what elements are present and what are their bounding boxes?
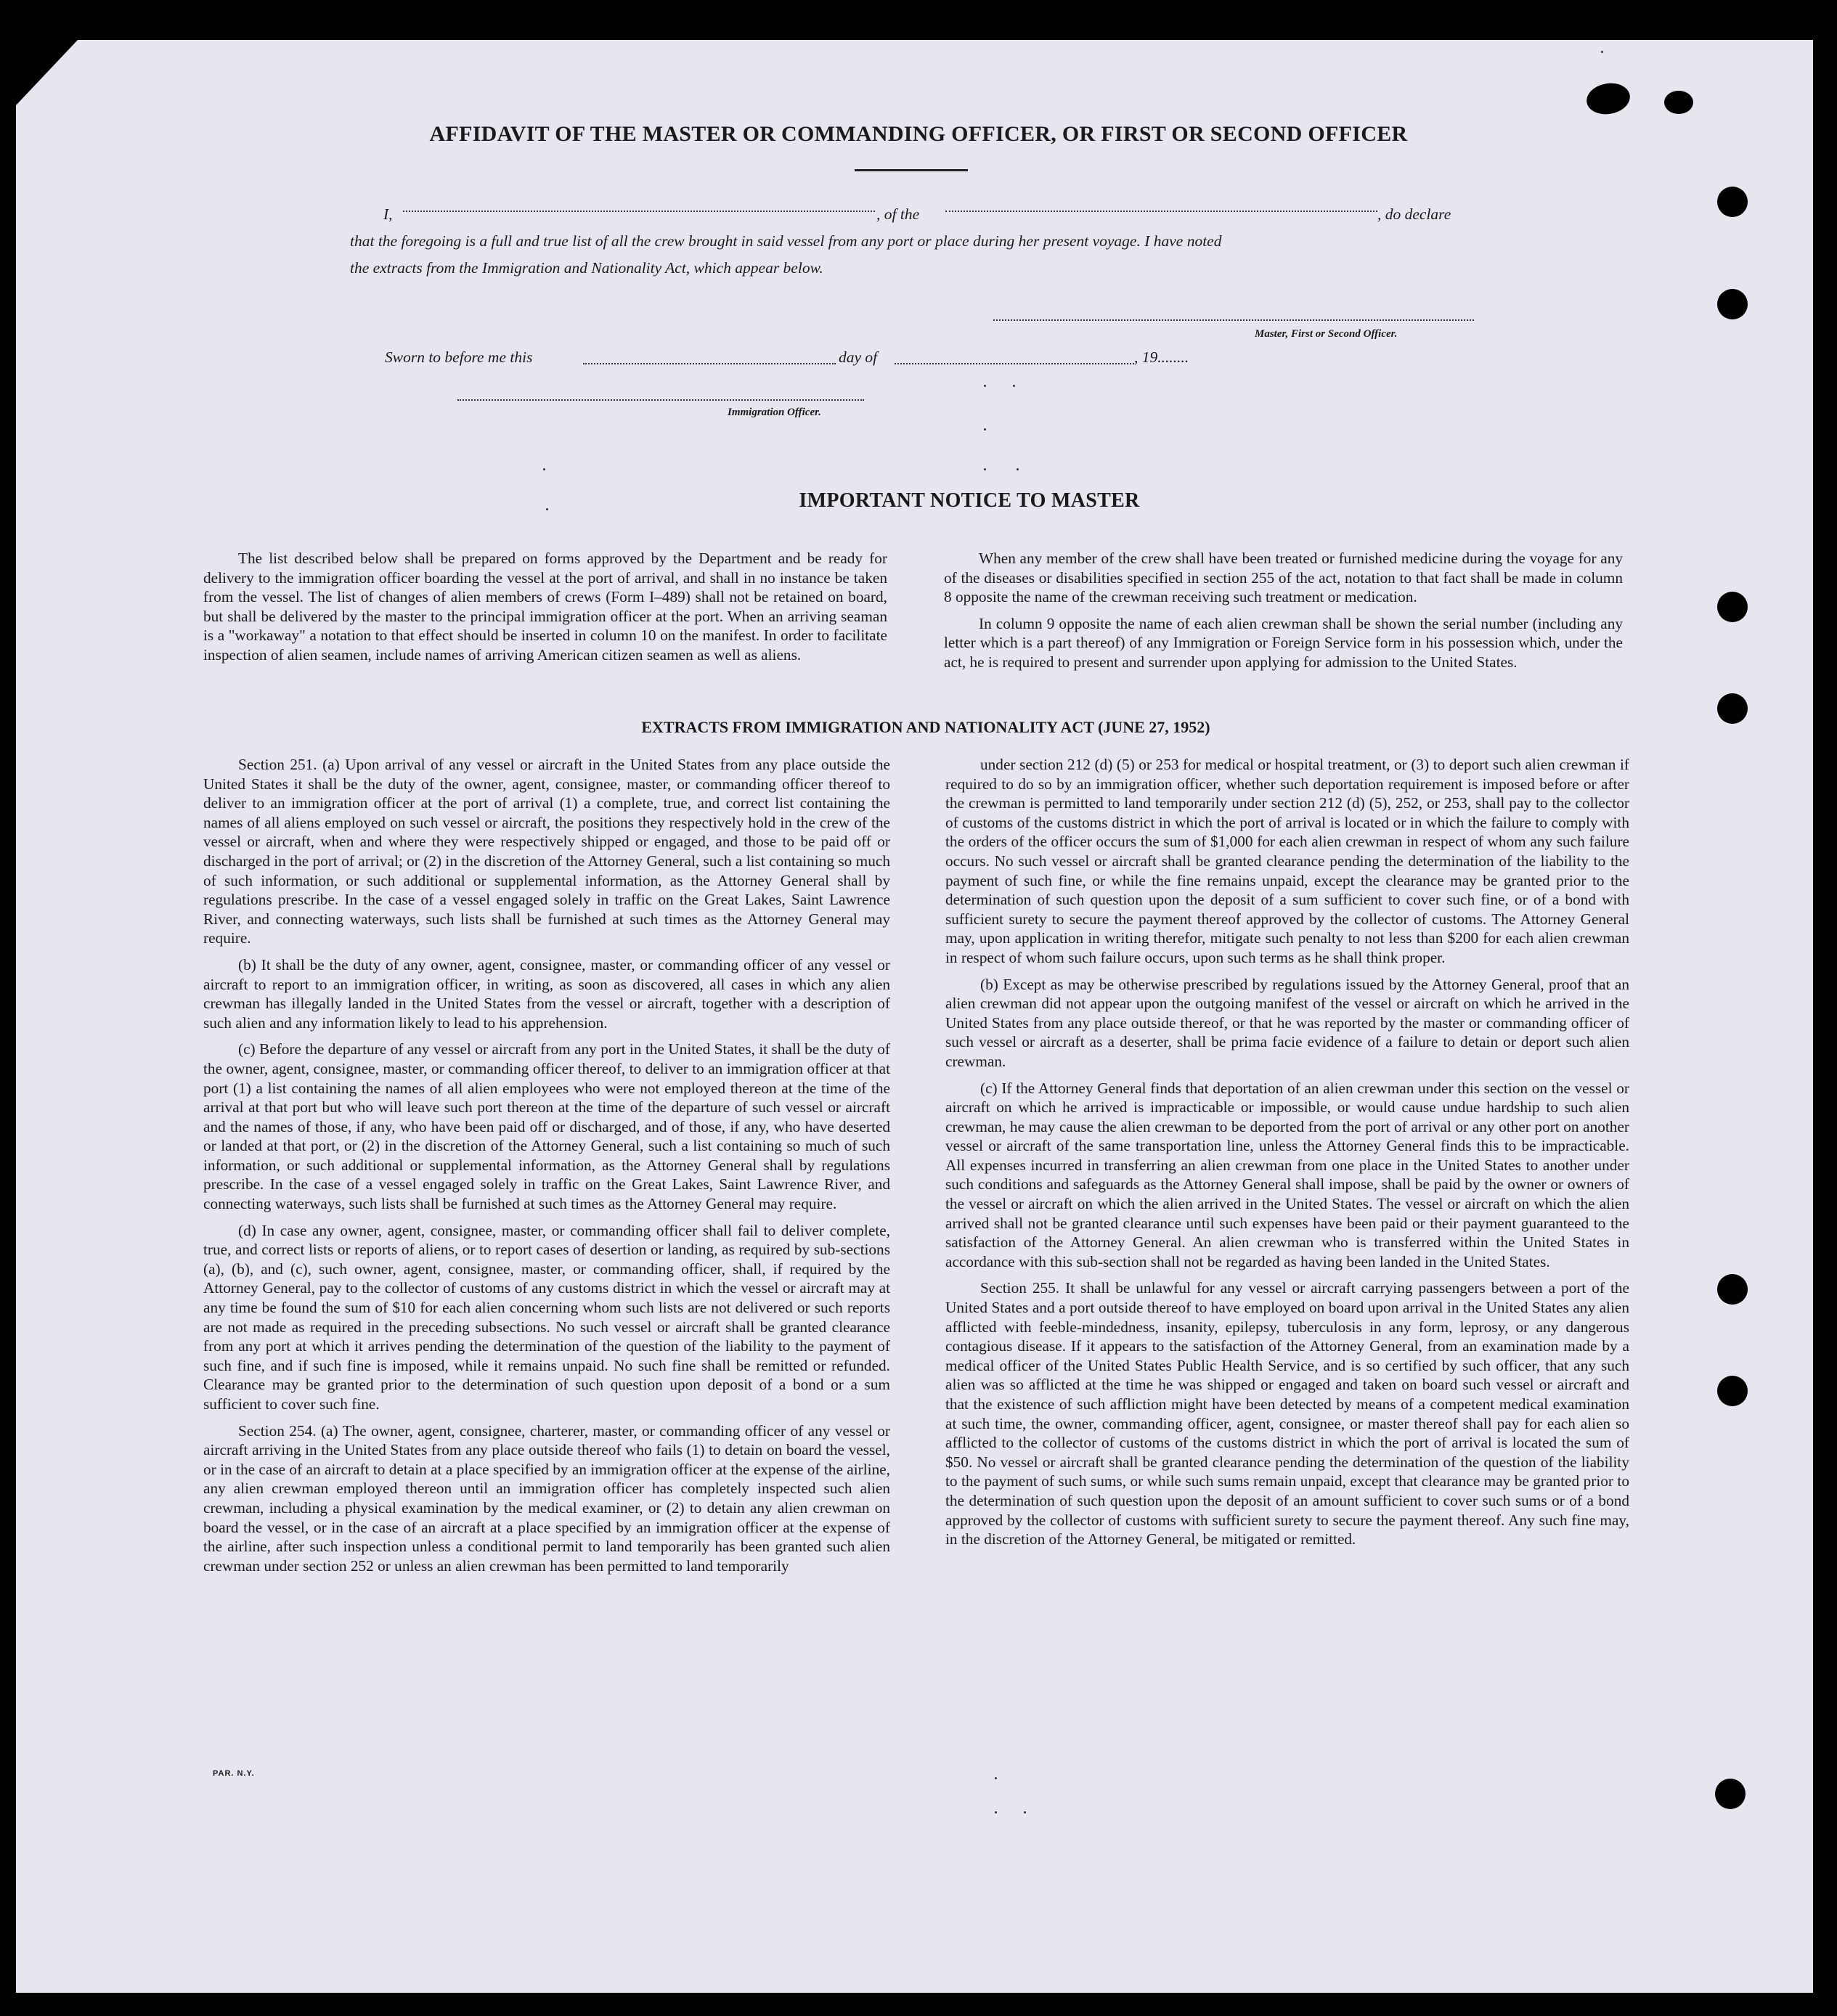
punch-hole	[1717, 187, 1748, 217]
month-field[interactable]	[895, 363, 1134, 364]
dust-speck	[984, 468, 986, 470]
dust-speck	[1024, 1811, 1026, 1813]
punch-hole	[1717, 1376, 1748, 1406]
right-paragraph: under section 212 (d) (5) or 253 for medical or hospital treatment, or (3) to deport such alien crewman if required to do so by an immigration officer, whether such deportation requirement is imposed before or after the crewman is permitted to land temporarily under section 212 (d) (5), 252, or 253, shall pay to the collector of customs of the customs district in which the port of arrival is located or in which the failure to comply with the orders of the officer occurs the sum of $1,000 for each alien crewman in respect of whom any such failure occurs. No such vessel or aircraft shall be granted clearance pending the determination of the liability to the payment of such fine, or while the fine remains unpaid, except the clearance may be granted prior to the determination of such question upon the deposit of a sum sufficient to cover such fine, or of a bond with sufficient surety to secure the payment thereof approved by the collector of customs. The Attorney General may, upon application in writing therefor, mitigate such penalty to not less than $200 for each alien crewman in respect of whom such failure occurs, upon such terms as he shall think proper.	[945, 756, 1629, 966]
affidavit-line-3: the extracts from the Immigration and Nationality Act, which appear below.	[350, 259, 823, 277]
master-signature-label: Master, First or Second Officer.	[1255, 328, 1398, 340]
ink-blot	[1664, 91, 1693, 114]
dust-speck	[984, 428, 986, 430]
affidavit-i: I,	[383, 205, 393, 223]
notice-title: IMPORTANT NOTICE TO MASTER	[799, 489, 1140, 512]
right-paragraph: (b) Except as may be otherwise prescribed by regulations issued by the Attorney General, proof that an alien crewman did not appear upon the outgoing manifest of the vessel or aircraft on which he arrived in the United States from any place outside thereof, or that he was reported by the master or commanding officer of such vessel or aircraft as a deserter, shall be prima facie evidence of a failure to detain or deport such alien crewman.	[945, 975, 1629, 1070]
left-paragraph: Section 251. (a) Upon arrival of any vessel or aircraft in the United States from any place outside the United States it shall be the duty of the owner, agent, consignee, master, or commanding officer thereof to deliver to an immigration officer at the port of arrival (1) a complete, true, and correct list containing the names of all aliens employed on such vessel or aircraft, the positions they respectively hold in the crew of the vessel or aircraft, when and where they were respectively shipped or engaged, and those to be paid off or discharged in the port of arrival; or (2) in the discretion of the Attorney General, such a list containing so much of such information, or such additional or supplemental information, as the Attorney General shall by regulations prescribe. In the case of a vessel engaged solely in traffic on the Great Lakes, Saint Lawrence River, and connecting waterways, such lists shall be furnished at such times as the Attorney General may require.	[203, 756, 890, 947]
notice-right-paragraph-2: In column 9 opposite the name of each alien crewman shall be shown the serial number (including any letter which is a part thereof) of any Immigration or Foreign Service form in his possession which, under the act, he is required to present and surrender upon applying for admission to the United States.	[944, 614, 1623, 671]
extracts-title: EXTRACTS FROM IMMIGRATION AND NATIONALITY ACT (JUNE 27, 1952)	[641, 718, 1210, 736]
punch-hole	[1717, 592, 1748, 622]
dust-speck	[1601, 51, 1603, 53]
extracts-left-column	[203, 755, 890, 1583]
punch-hole	[1717, 1274, 1748, 1305]
immigration-officer-label: Immigration Officer.	[728, 407, 821, 418]
notice-right-column	[944, 549, 1623, 672]
punch-hole	[1715, 1779, 1746, 1809]
affidavit-title: AFFIDAVIT OF THE MASTER OR COMMANDING OFFICER, OR FIRST OR SECOND OFFICER	[429, 122, 1408, 146]
affidavit-line-2: that the foregoing is a full and true list of all the crew brought in said vessel from any port or place during her present voyage. I have noted	[350, 232, 1222, 250]
dust-speck	[543, 468, 545, 470]
left-paragraph: (d) In case any owner, agent, consignee, master, or commanding officer shall fail to deliver complete, true, and correct lists or reports of aliens, or to report cases of desertion or landing, as required by sub-sections (a), (b), and (c), such owner, agent, consignee, master, or commanding officer, shall, if required by the Attorney General, pay to the collector of customs of any customs district in which the vessel or aircraft may at any time be found the sum of $10 for each alien concerning whom such lists are not delivered or such reports are not made as required in the preceding subsections. No such vessel or aircraft shall be granted clearance from any port at which it arrives pending the determination of the question of the liability to the payment of such fine, and if such fine is imposed, while it remains unpaid. No such fine shall be remitted or refunded. Clearance may be granted prior to the determination of such question upon deposit of a bond or a sum sufficient to cover such fine.	[203, 1221, 890, 1413]
dust-speck	[995, 1777, 997, 1779]
notice-left-column	[203, 549, 887, 665]
left-paragraph: Section 254. (a) The owner, agent, consignee, charterer, master, or commanding officer of any vessel or aircraft arriving in the United States from any place outside thereof who fails (1) to detain on board the vessel, or in the case of an aircraft to detain at a place specified by an immigration officer at the expense of the airline, any alien crewman employed thereon until an immigration officer has completely inspected such alien crewman, including a physical examination by the medical examiner, or (2) to detain any alien crewman on board the vessel, or in the case of an aircraft at a place specified by an immigration officer at the expense of the airline, after such inspection unless a conditional permit to land temporarily has been granted such alien crewman under section 252 or unless an alien crewman has been permitted to land temporarily	[203, 1421, 890, 1575]
dust-speck	[995, 1811, 997, 1813]
right-paragraph: Section 255. It shall be unlawful for any vessel or aircraft carrying passengers between a port of the United States and a port outside thereof to have employed on board upon arrival in the United States any alien afflicted with feeble-mindedness, insanity, epilepsy, tuberculosis in any form, leprosy, or any dangerous contagious disease. If it appears to the satisfaction of the Attorney General, from an examination made by a medical officer of the United States Public Health Service, and is so certified by such officer, that any such alien was so afflicted at the time he was shipped or engaged and taken on board such vessel or aircraft and that the existence of such affliction might have been detected by means of a competent medical examination at such time, the owner, commanding officer, agent, consignee, or master thereof shall pay for each alien so afflicted to the collector of customs of the customs district in which the port of arrival is located the sum of $50. No vessel or aircraft shall be granted clearance pending the determination of the question of the liability to the payment of such sums, or while such sums remain unpaid, except that clearance may be granted prior to the determination of such question upon the deposit of an amount sufficient to cover such sums or of a bond approved by the collector of customs with sufficient surety to secure the payment thereof. Any such fine may, in the discretion of the Attorney General, be mitigated or remitted.	[945, 1279, 1629, 1548]
year-text: , 19........	[1134, 348, 1189, 366]
punch-hole	[1717, 693, 1748, 724]
left-paragraph: (c) Before the departure of any vessel or aircraft from any port in the United States, it shall be the duty of the owner, agent, consignee, master, or commanding officer thereof, to deliver to an immigration officer at that port (1) a list containing the names of all alien employees who were not employed thereon at the time of the arrival at that port but who will leave such port thereon at the time of the departure of such vessel or aircraft and the names of those, if any, who have been paid off or discharged, and of those, if any, who have deserted or landed at that port, or (2) in the discretion of the Attorney General, such a list containing so much of such information, or such additional or supplemental information, as the Attorney General shall by regulations prescribe. In the case of a vessel engaged solely in traffic on the Great Lakes, Saint Lawrence River, and connecting waterways, such lists shall be furnished at such times as the Attorney General may require.	[203, 1040, 890, 1213]
name-field[interactable]	[403, 211, 875, 212]
left-paragraph: (b) It shall be the duty of any owner, agent, consignee, master, or commanding officer of any vessel or aircraft to report to an immigration officer, in writing, as soon as discovered, all cases in which any alien crewman has illegally landed in the United States from the vessel or aircraft, together with a description of such alien and any information likely to lead to his apprehension.	[203, 955, 890, 1032]
dust-speck	[546, 508, 548, 510]
sworn-date-field[interactable]	[583, 363, 836, 364]
notice-left-paragraph: The list described below shall be prepared on forms approved by the Department and be ready for delivery to the immigration officer boarding the vessel at the port of arrival, and shall in no instance be taken from the vessel. The list of changes of alien members of crews (Form I–489) shall not be retained on board, but shall be delivered by the master to the principal immigration officer at the port. When an arriving seaman is a "workaway" a notation to that effect should be inserted in column 10 on the manifest. In order to facilitate inspection of alien seamen, include names of arriving American citizen seamen as well as aliens.	[203, 550, 887, 664]
punch-hole	[1717, 289, 1748, 319]
right-paragraph: (c) If the Attorney General finds that deportation of an alien crewman under this section on the vessel or aircraft on which he arrived is impracticable or impossible, or would cause undue hardship to such alien crewman, he may cause the alien crewman to be deported from the port of arrival or any other port on another vessel or aircraft of the same transportation line, unless the Attorney General finds this to be impracticable. All expenses incurred in transferring an alien crewman from one place in the United States to another under such conditions and safeguards as the Attorney General shall impose, shall be paid by the owner or owners of the vessel or aircraft on which the alien arrived in the United States. The vessel or aircraft on which the alien arrived shall not be granted clearance until such expenses have been paid or their payment guaranteed to the satisfaction of the Attorney General. An alien crewman who is transferred within the United States in accordance with this sub-section shall not be regarded as having been landed in the United States.	[945, 1079, 1629, 1270]
extracts-right-column	[945, 755, 1629, 1556]
vessel-field[interactable]	[945, 211, 1377, 212]
dust-speck	[1017, 468, 1019, 470]
immigration-officer-field[interactable]	[457, 399, 864, 401]
affidavit-of-the: , of the	[876, 205, 920, 223]
sworn-text: Sworn to before me this	[385, 348, 533, 366]
printer-mark: PAR. N.Y.	[213, 1769, 255, 1778]
notice-right-paragraph-1: When any member of the crew shall have been treated or furnished medicine during the voyage for any of the diseases or disabilities specified in section 255 of the act, notation to that fact shall be made in column 8 opposite the name of the crewman receiving such treatment or medication.	[944, 550, 1623, 606]
master-signature-field[interactable]	[993, 319, 1474, 321]
dust-speck	[984, 385, 986, 387]
affidavit-declare: , do declare	[1377, 205, 1451, 223]
title-rule	[855, 169, 968, 171]
dust-speck	[1013, 385, 1015, 387]
day-of-text: day of	[839, 348, 878, 366]
